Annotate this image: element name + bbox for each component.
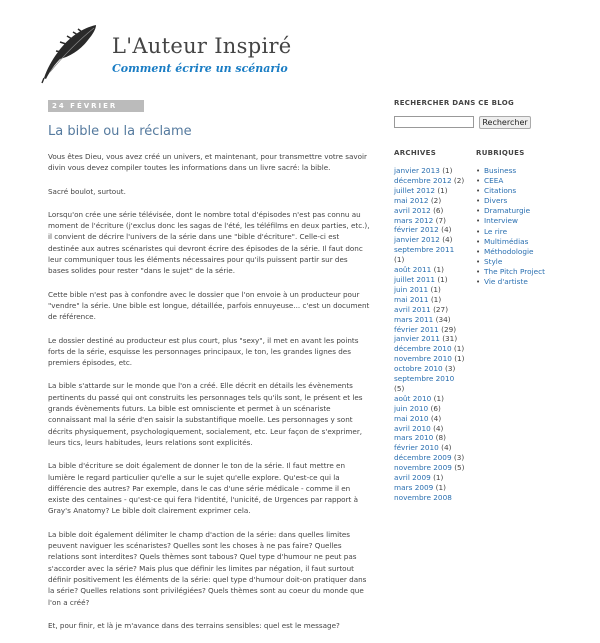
archive-count: (1) <box>433 473 444 483</box>
archive-item <box>394 364 466 374</box>
rubriques-title: RUBRIQUES <box>476 149 525 157</box>
archive-list <box>394 166 466 503</box>
search-input[interactable] <box>394 116 474 128</box>
archive-link[interactable]: avril 2012 <box>394 205 431 215</box>
bullet-icon: • <box>476 227 481 236</box>
archive-count: (1) <box>454 354 465 364</box>
archive-link[interactable]: août 2010 <box>394 393 432 403</box>
archive-count: (31) <box>442 334 458 344</box>
archive-item <box>394 235 466 245</box>
post-paragraph: Sacré boulot, surtout. <box>48 186 126 196</box>
rubrique-link[interactable]: Style <box>484 256 503 266</box>
rubrique-item <box>476 257 566 267</box>
archive-count: (29) <box>441 324 457 334</box>
bullet-icon: • <box>476 278 481 287</box>
rubrique-item <box>476 196 566 206</box>
archive-link[interactable]: janvier 2012 <box>394 235 440 245</box>
rubrique-link[interactable]: Citations <box>484 186 517 196</box>
rubrique-link[interactable]: Interview <box>484 216 518 226</box>
archive-count: (1) <box>437 274 448 284</box>
sidebar <box>394 99 566 502</box>
search-widget-title: RECHERCHER DANS CE BLOG <box>394 99 515 107</box>
rubriques-list <box>476 166 566 287</box>
archive-item <box>394 305 466 315</box>
archive-item <box>394 433 466 443</box>
archives-widget <box>394 149 466 503</box>
archive-link[interactable]: septembre 2011 <box>394 245 455 255</box>
rubrique-link[interactable]: Vie d'artiste <box>484 277 528 287</box>
archive-count: (5) <box>454 463 465 473</box>
archive-link[interactable]: juin 2010 <box>394 403 429 413</box>
archive-item <box>394 414 466 424</box>
archive-item <box>394 394 466 404</box>
archive-count: (4) <box>442 235 453 245</box>
archive-item <box>394 265 466 275</box>
rubrique-item <box>476 227 566 237</box>
archive-link[interactable]: janvier 2011 <box>394 334 440 344</box>
archive-count: (27) <box>433 304 449 314</box>
post-paragraph: Et, pour finir, et là je m'avance dans des terrains sensibles: quel est le message? <box>48 620 340 630</box>
archive-item <box>394 473 466 483</box>
bullet-icon: • <box>476 177 481 186</box>
post-paragraph: La bible s'attarde sur le monde que l'on a créé. Elle décrit en détails les évènements pertinents du passé qui ont construits les personnages tels qu'ils sont, le présent et les grands évènements futurs. La bible est omnisciente et permet à un scénariste connaissant mal la série d'en saisir la substantifique moelle. Les personnages y sont décrits physiquement, psychologiquement, socialement, etc. Leur façon de s'exprimer, leurs tics, leurs habitudes, leurs relations sont explicités. <box>48 381 363 447</box>
archive-item <box>394 344 466 354</box>
archive-item <box>394 295 466 305</box>
archive-item <box>394 404 466 414</box>
archive-item <box>394 453 466 463</box>
archive-item <box>394 443 466 453</box>
rubrique-link[interactable]: Dramaturgie <box>484 206 531 216</box>
bullet-icon: • <box>476 257 481 266</box>
main-column <box>48 100 370 643</box>
rubrique-link[interactable]: Business <box>484 166 517 175</box>
blog-description: Comment écrire un scénario <box>112 62 288 75</box>
post-paragraph: Lorsqu'on crée une série télévisée, dont le nombre total d'épisodes n'est pas connu au moment de l'écriture (j'exclus donc les sagas de l'été, les téléfilms en deux parties, etc.), il convient de décrire l'univers de la série dans une "bible d'écriture". Celle-ci est destinée aux autres scénaristes qui devront écrire des épisodes de la série. Il faut donc leur communiquer tous les éléments nécessaires pour qu'ils puissent partir sur des bases solides pour rester "dans le sujet" de la série. <box>48 209 370 276</box>
bullet-icon: • <box>476 187 481 196</box>
rubrique-item <box>476 267 566 277</box>
archive-link[interactable]: novembre 2009 <box>394 463 452 473</box>
rubrique-item <box>476 176 566 186</box>
archive-link[interactable]: avril 2009 <box>394 473 431 483</box>
search-widget <box>394 116 566 130</box>
archive-count: (1) <box>453 344 465 354</box>
archive-link[interactable]: septembre 2010 <box>394 374 455 384</box>
archive-item <box>394 196 466 206</box>
rubrique-item <box>476 186 566 196</box>
post-paragraph: La bible d'écriture se doit également de donner le ton de la série. Il faut mettre en lumière le regard particulier qu'elle a sur le sujet qu'elle explore. Qu'est-ce qui la différencie des autres? Par exemple, dans le cas d'une série médicale - comme il en existe des centaines - qu'est-ce qui fera l'identité, l'unicité, de Urgences par rapport à Gray's Anatomy? Le bible doit clairement exprimer cela. <box>48 461 359 516</box>
rubrique-item <box>476 166 566 176</box>
rubrique-item <box>476 277 566 287</box>
archive-count: (1) <box>442 166 453 175</box>
bullet-icon: • <box>476 247 481 256</box>
archive-count: (1) <box>430 284 441 294</box>
rubriques-widget <box>476 149 566 287</box>
blog-header <box>38 22 338 86</box>
archive-item <box>394 176 466 186</box>
archive-count: (8) <box>435 433 446 443</box>
archive-count: (4) <box>430 413 442 423</box>
rubrique-link[interactable]: Divers <box>484 196 508 206</box>
quill-icon <box>38 22 100 84</box>
archive-count: (4) <box>441 225 452 235</box>
archive-item <box>394 334 466 344</box>
archive-link[interactable]: novembre 2008 <box>394 492 452 502</box>
archive-item <box>394 216 466 226</box>
archive-link[interactable]: février 2012 <box>394 225 439 235</box>
archives-title: ARCHIVES <box>394 149 437 157</box>
bullet-icon: • <box>476 217 481 226</box>
archive-link[interactable]: juin 2011 <box>394 284 429 294</box>
rubrique-link[interactable]: The Pitch Project <box>484 266 545 276</box>
rubrique-link[interactable]: CEEA <box>484 176 504 186</box>
archive-count: (34) <box>435 314 451 324</box>
archive-count: (2) <box>453 175 465 185</box>
post-title[interactable]: La bible ou la réclame <box>48 124 192 139</box>
rubrique-item <box>476 216 566 226</box>
archive-count: (6) <box>433 205 444 215</box>
post-body <box>48 151 370 631</box>
archive-link[interactable]: mai 2010 <box>394 413 429 423</box>
blog-title[interactable]: L'Auteur Inspiré <box>112 34 292 58</box>
rubrique-link[interactable]: Le rire <box>484 226 508 236</box>
bullet-icon: • <box>476 267 481 276</box>
archive-count: (1) <box>433 265 444 275</box>
archive-item <box>394 225 466 235</box>
archive-item <box>394 374 466 394</box>
rubrique-item <box>476 247 566 257</box>
archive-count: (1) <box>437 185 448 195</box>
archive-link[interactable]: décembre 2009 <box>394 453 452 463</box>
archive-item <box>394 245 466 265</box>
post-paragraph: Le dossier destiné au producteur est plus court, plus "sexy", il met en avant les points forts de la série, esquisse les personnages principaux, le ton, les grandes lignes des premiers épisodes, etc. <box>48 335 359 368</box>
archive-count: (5) <box>394 383 405 393</box>
archive-count: (3) <box>444 364 456 374</box>
archive-link[interactable]: février 2011 <box>394 324 439 334</box>
archive-link[interactable]: mars 2011 <box>394 314 434 324</box>
archive-item <box>394 483 466 493</box>
archive-count: (1) <box>394 255 405 265</box>
archive-count: (1) <box>435 483 446 492</box>
archive-link[interactable]: décembre 2012 <box>394 175 452 185</box>
archive-item <box>394 166 466 176</box>
archive-item <box>394 354 466 364</box>
archive-count: (2) <box>430 195 442 205</box>
bullet-icon: • <box>476 207 481 216</box>
rubrique-item <box>476 237 566 247</box>
archive-item <box>394 493 466 503</box>
archive-count: (1) <box>430 294 442 304</box>
post-date: 24 FÉVRIER 2007 <box>48 100 144 112</box>
archive-count: (4) <box>441 443 452 453</box>
bullet-icon: • <box>476 167 481 175</box>
archive-link[interactable]: mai 2011 <box>394 294 429 304</box>
archive-item <box>394 186 466 196</box>
post-paragraph: Cette bible n'est pas à confondre avec le dossier que l'on envoie à un producteur pour "vendre" la série. Une bible est longue, détaillée, parfois ennuyeuse... c'est un document de référence. <box>48 289 370 322</box>
archive-item <box>394 325 466 335</box>
archive-link[interactable]: mars 2012 <box>394 215 434 225</box>
archive-item <box>394 463 466 473</box>
archive-link[interactable]: mars 2009 <box>394 483 434 492</box>
archive-count: (4) <box>433 423 444 433</box>
bullet-icon: • <box>476 197 481 206</box>
bullet-icon: • <box>476 237 481 246</box>
rubrique-link[interactable]: Multimédias <box>484 236 529 246</box>
archive-link[interactable]: avril 2010 <box>394 423 431 433</box>
archive-count: (3) <box>453 453 465 463</box>
archive-count: (1) <box>433 393 444 403</box>
archive-item <box>394 206 466 216</box>
post-paragraph: La bible doit également délimiter le champ d'action de la série: dans quelles limites peuvent naviguer les scénaristes? Quelles sont les choses à ne pas faire? Quelles relations sont interdites? Quels thèmes sont tabous? Quel type d'humour ne peut pas s'accorder avec la série? Mais plus que définir les limites par négation, il faut surtout définir positivement les éléments de la série: quel type d'humour doit-on pratiquer dans la série? Quelles relations sont privilégiées? Quels thèmes sont au coeur du monde que l'on a créé? <box>48 529 367 607</box>
archive-link[interactable]: janvier 2013 <box>394 166 440 175</box>
archive-link[interactable]: novembre 2010 <box>394 354 452 364</box>
rubrique-item <box>476 206 566 216</box>
archive-link[interactable]: décembre 2010 <box>394 344 452 354</box>
archive-link[interactable]: juillet 2012 <box>394 185 435 195</box>
archive-link[interactable]: mai 2012 <box>394 195 429 205</box>
archive-link[interactable]: juillet 2011 <box>394 274 435 284</box>
archive-item <box>394 315 466 325</box>
rubrique-link[interactable]: Méthodologie <box>484 246 534 256</box>
archive-item <box>394 275 466 285</box>
archive-link[interactable]: mars 2010 <box>394 433 434 443</box>
post-paragraph: Vous êtes Dieu, vous avez créé un univers, et maintenant, pour transmettre votre savoir divin vous devez compiler toutes les informations dans un livre sacré: la bible. <box>48 152 367 173</box>
archive-item <box>394 285 466 295</box>
archive-link[interactable]: avril 2011 <box>394 304 431 314</box>
search-button[interactable]: Rechercher <box>479 116 531 129</box>
archive-link[interactable]: octobre 2010 <box>394 364 443 374</box>
archive-count: (6) <box>430 403 441 413</box>
archive-link[interactable]: août 2011 <box>394 265 432 275</box>
archive-link[interactable]: février 2010 <box>394 443 439 453</box>
archive-count: (7) <box>435 215 446 225</box>
archive-item <box>394 424 466 434</box>
